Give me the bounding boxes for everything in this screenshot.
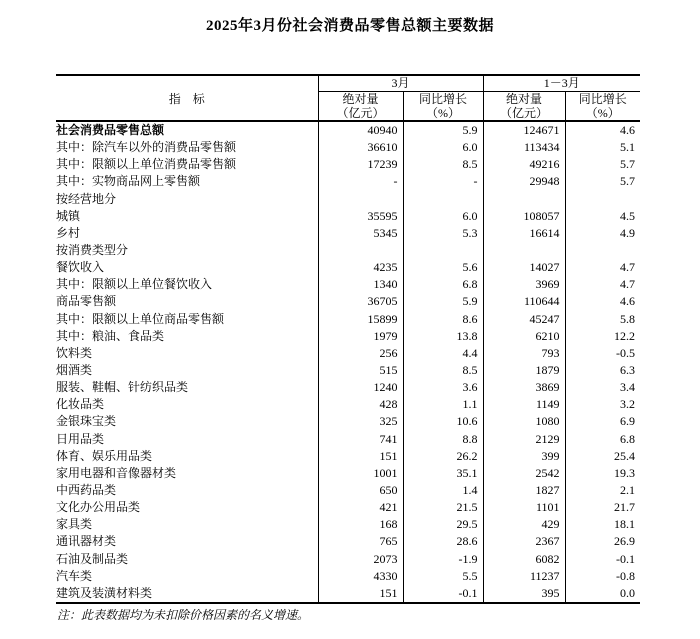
value-cell: 17239: [318, 156, 403, 173]
table-row: [56, 431, 640, 448]
value-cell: 4235: [318, 259, 403, 276]
table-row: [56, 345, 640, 362]
indicator-cell: 通讯器材类: [56, 533, 318, 550]
indicator-cell: 石油及制品类: [56, 551, 318, 568]
page-title: 2025年3月份社会消费品零售总额主要数据: [205, 18, 494, 34]
table-row: [56, 276, 640, 293]
table-row: [56, 328, 640, 345]
value-cell: 741: [318, 431, 403, 448]
subheader-line2: （%）: [426, 106, 460, 120]
indicator-cell: 文化办公用品类: [56, 499, 318, 516]
value-cell: -0.1: [403, 585, 483, 603]
value-cell: 6.0: [403, 139, 483, 156]
value-cell: 5345: [318, 225, 403, 242]
value-cell: 4330: [318, 568, 403, 585]
value-cell: 256: [318, 345, 403, 362]
value-cell: 6.8: [403, 276, 483, 293]
subheader-line2: （亿元）: [500, 106, 549, 120]
value-cell: 108057: [483, 208, 565, 225]
table-row: [56, 413, 640, 430]
indicator-cell: 建筑及装潢材料类: [56, 585, 318, 603]
value-cell: 1101: [483, 499, 565, 516]
value-cell: 19.3: [614, 465, 636, 480]
subheader-line2: （%）: [585, 106, 620, 120]
value-cell: 2073: [318, 551, 403, 568]
value-cell: 6.8: [620, 431, 636, 446]
value-cell: 4.7: [620, 260, 636, 275]
value-cell: [318, 191, 403, 208]
value-cell: 4.6: [620, 123, 636, 138]
indicator-cell: 其中：限额以上单位商品零售额: [56, 311, 318, 328]
subheader-growth-q1: [565, 92, 640, 122]
value-cell: 12.2: [614, 328, 636, 343]
value-cell: [565, 242, 640, 259]
value-cell: 36610: [318, 139, 403, 156]
indicator-cell: 日用品类: [56, 431, 318, 448]
value-cell: 14027: [483, 259, 565, 276]
value-cell: 3.6: [403, 379, 483, 396]
value-cell: 1.1: [403, 396, 483, 413]
value-cell: 4.7: [620, 277, 636, 292]
value-cell: [483, 191, 565, 208]
table-row: [56, 191, 640, 208]
indicator-cell: 服装、鞋帽、针纺织品类: [56, 379, 318, 396]
value-cell: 13.8: [403, 328, 483, 345]
table-row: [56, 293, 640, 310]
indicator-cell: 家具类: [56, 516, 318, 533]
value-cell: 2.1: [620, 483, 636, 498]
value-cell: 36705: [318, 293, 403, 310]
table-header: [56, 75, 640, 121]
value-cell: 793: [483, 345, 565, 362]
value-cell: 325: [318, 413, 403, 430]
value-cell: 35595: [318, 208, 403, 225]
value-cell: 2129: [483, 431, 565, 448]
value-cell: 29948: [483, 173, 565, 190]
indicator-cell: 烟酒类: [56, 362, 318, 379]
table-row: [56, 533, 640, 550]
indicator-cell: 金银珠宝类: [56, 413, 318, 430]
value-cell: 5.7: [620, 174, 636, 189]
table-row: [56, 448, 640, 465]
value-cell: 18.1: [614, 517, 636, 532]
value-cell: 8.5: [403, 362, 483, 379]
table-row: [56, 499, 640, 516]
indicator-cell: 家用电器和音像器材类: [56, 465, 318, 482]
table-row: [56, 396, 640, 413]
value-cell: 1879: [483, 362, 565, 379]
value-cell: 29.5: [403, 516, 483, 533]
subheader-absolute-q1: [483, 92, 565, 122]
value-cell: 1.4: [403, 482, 483, 499]
value-cell: 4.9: [620, 225, 636, 240]
value-cell: [565, 191, 640, 208]
value-cell: 151: [318, 448, 403, 465]
value-cell: 515: [318, 362, 403, 379]
value-cell: 168: [318, 516, 403, 533]
value-cell: 1340: [318, 276, 403, 293]
table-row: [56, 568, 640, 585]
indicator-cell: 按消费类型分: [56, 242, 318, 259]
table-row: [56, 242, 640, 259]
value-cell: 5.3: [403, 225, 483, 242]
value-cell: 35.1: [403, 465, 483, 482]
value-cell: 5.9: [403, 293, 483, 310]
subheader-line1: 绝对量: [342, 92, 379, 106]
value-cell: -0.5: [616, 345, 636, 360]
value-cell: [483, 242, 565, 259]
value-cell: 124671: [483, 121, 565, 139]
value-cell: 1080: [483, 413, 565, 430]
value-cell: -0.8: [616, 568, 636, 583]
value-cell: 11237: [483, 568, 565, 585]
indicator-cell: 中西药品类: [56, 482, 318, 499]
value-cell: 8.8: [403, 431, 483, 448]
subheader-line2: （亿元）: [336, 106, 385, 120]
table-row: [56, 362, 640, 379]
subheader-line1: 同比增长: [578, 92, 627, 106]
value-cell: 6.9: [620, 414, 636, 429]
table-row: [56, 551, 640, 568]
value-cell: [403, 191, 483, 208]
value-cell: 110644: [483, 293, 565, 310]
value-cell: 399: [483, 448, 565, 465]
indicator-cell: 汽车类: [56, 568, 318, 585]
value-cell: 395: [483, 585, 565, 603]
value-cell: 21.5: [403, 499, 483, 516]
table-row: [56, 156, 640, 173]
value-cell: 5.8: [620, 311, 636, 326]
value-cell: 4.4: [403, 345, 483, 362]
value-cell: 765: [318, 533, 403, 550]
value-cell: 15899: [318, 311, 403, 328]
table-body: [56, 121, 640, 603]
indicator-cell: 其中：粮油、食品类: [56, 328, 318, 345]
footnote: 注：此表数据均为未扣除价格因素的名义增速。: [57, 608, 310, 622]
value-cell: 6.3: [620, 363, 636, 378]
value-cell: 2367: [483, 533, 565, 550]
value-cell: 6210: [483, 328, 565, 345]
value-cell: 45247: [483, 311, 565, 328]
value-cell: 421: [318, 499, 403, 516]
value-cell: -: [403, 173, 483, 190]
table-row: [56, 121, 640, 139]
value-cell: 6082: [483, 551, 565, 568]
value-cell: 0.0: [620, 585, 636, 600]
value-cell: 5.1: [620, 140, 636, 155]
value-cell: 5.9: [403, 121, 483, 139]
table-row: [56, 259, 640, 276]
subheader-absolute-march: [318, 92, 403, 122]
table-row: [56, 139, 640, 156]
value-cell: -: [318, 173, 403, 190]
header-group-row: [56, 75, 640, 92]
column-group-jan-to-march: 1－3月: [483, 75, 640, 92]
value-cell: -0.1: [616, 551, 636, 566]
value-cell: 151: [318, 585, 403, 603]
value-cell: 2542: [483, 465, 565, 482]
table-row: [56, 379, 640, 396]
value-cell: 4.6: [620, 294, 636, 309]
table-row: [56, 208, 640, 225]
value-cell: 3.2: [620, 397, 636, 412]
value-cell: 6.0: [403, 208, 483, 225]
indicator-cell: 其中：限额以上单位消费品零售额: [56, 156, 318, 173]
column-group-march: 3月: [318, 75, 483, 92]
indicator-cell: 体育、娱乐用品类: [56, 448, 318, 465]
value-cell: 429: [483, 516, 565, 533]
subheader-growth-march: [403, 92, 483, 122]
value-cell: 8.6: [403, 311, 483, 328]
value-cell: 26.2: [403, 448, 483, 465]
value-cell: 113434: [483, 139, 565, 156]
value-cell: 1149: [483, 396, 565, 413]
value-cell: 49216: [483, 156, 565, 173]
value-cell: 1827: [483, 482, 565, 499]
value-cell: [318, 242, 403, 259]
indicator-column-header: 指 标: [56, 75, 318, 121]
table-row: [56, 482, 640, 499]
indicator-cell: 其中：限额以上单位餐饮收入: [56, 276, 318, 293]
table-row: [56, 516, 640, 533]
value-cell: 1001: [318, 465, 403, 482]
indicator-cell: 其中：除汽车以外的消费品零售额: [56, 139, 318, 156]
value-cell: 1979: [318, 328, 403, 345]
table-row: [56, 173, 640, 190]
value-cell: 5.7: [620, 157, 636, 172]
indicator-cell: 化妆品类: [56, 396, 318, 413]
value-cell: 3.4: [620, 380, 636, 395]
value-cell: 5.6: [403, 259, 483, 276]
value-cell: 4.5: [620, 208, 636, 223]
indicator-cell: 乡村: [56, 225, 318, 242]
value-cell: 1240: [318, 379, 403, 396]
value-cell: [403, 242, 483, 259]
value-cell: 8.5: [403, 156, 483, 173]
value-cell: 28.6: [403, 533, 483, 550]
indicator-cell: 社会消费品零售总额: [56, 121, 318, 139]
value-cell: 10.6: [403, 413, 483, 430]
value-cell: 3869: [483, 379, 565, 396]
value-cell: -1.9: [403, 551, 483, 568]
value-cell: 428: [318, 396, 403, 413]
indicator-cell: 商品零售额: [56, 293, 318, 310]
retail-sales-table: [56, 74, 640, 604]
indicator-cell: 按经营地分: [56, 191, 318, 208]
value-cell: 40940: [318, 121, 403, 139]
indicator-cell: 其中：实物商品网上零售额: [56, 173, 318, 190]
subheader-line1: 绝对量: [506, 92, 543, 106]
value-cell: 5.5: [403, 568, 483, 585]
value-cell: 3969: [483, 276, 565, 293]
table-row: [56, 585, 640, 603]
value-cell: 25.4: [614, 448, 636, 463]
subheader-line1: 同比增长: [419, 92, 468, 106]
indicator-cell: 城镇: [56, 208, 318, 225]
table-row: [56, 465, 640, 482]
value-cell: 21.7: [614, 500, 636, 515]
value-cell: 16614: [483, 225, 565, 242]
value-cell: 650: [318, 482, 403, 499]
table-row: [56, 225, 640, 242]
value-cell: 26.9: [614, 534, 636, 549]
table-row: [56, 311, 640, 328]
indicator-cell: 饮料类: [56, 345, 318, 362]
indicator-cell: 餐饮收入: [56, 259, 318, 276]
